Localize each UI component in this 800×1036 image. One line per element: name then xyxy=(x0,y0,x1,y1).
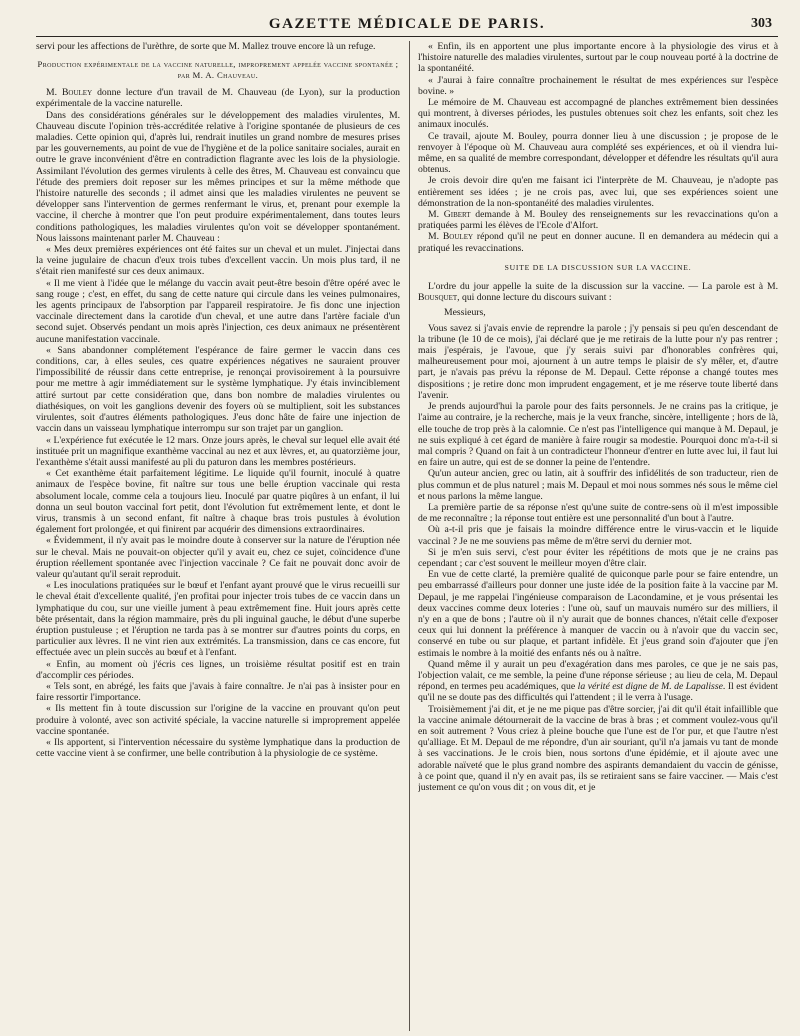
paragraph: Vous savez si j'avais envie de reprendre la parole ; j'y pensais si peu qu'en descendant de la tribune (le 10 de ce mois), j'ai déclaré que je me retirais de la lutte pour n'y pas rentrer ; mais j'espérais, je l'avoue, que j'y serais suivi par d'honorables confrères qui, malheureusement pour moi, ajournent à un autre temps le plaisir de s'y mêler, et, d'autre part, je n'avais pas prévu la réponse de M. Depaul. Cette réponse a changé toutes mes dispositions ; je retire donc mon imprudent engagement, et je me réserve toute liberté dans l'avenir. xyxy=(418,322,778,401)
paragraph: Je crois devoir dire qu'en me faisant ici l'interprète de M. Chauveau, je n'adopte pas entièrement ses idées ; je ne crois pas, avec lui, que ses expériences soient une démonstration de la non-spontanéité des maladies virulentes. xyxy=(418,175,778,209)
running-header xyxy=(36,16,778,37)
paragraph: « Enfin, ils en apportent une plus importante encore à la physiologie des virus et à l'histoire naturelle des maladies virulentes, surtout par le coup nouveau porté à la doctrine de la spontanéité. xyxy=(418,41,778,75)
paragraph: « Ils mettent fin à toute discussion sur l'origine de la vaccine en prouvant qu'on peut produire à volonté, avec son activité spéciale, la vaccine naturelle si improprement appelée vaccine spontanée. xyxy=(36,703,400,737)
paragraph: « L'expérience fut exécutée le 12 mars. Onze jours après, le cheval sur lequel elle avait été instituée prit un magnifique exanthème vaccinal au nez et aux lèvres, et, au quatorzième jour, l'exanthème s'était aussi manifesté au pli du paturon dans les membres postérieurs. xyxy=(36,434,400,468)
paragraph xyxy=(418,281,778,303)
paragraph: Si je m'en suis servi, c'est pour éviter les répétitions de mots que je ne crains pas cependant ; car c'est souvent le meilleur moyen d'être clair. xyxy=(418,546,778,569)
paragraph: « Les inoculations pratiquées sur le bœuf et l'enfant ayant prouvé que le virus recueilli sur le cheval était d'excellente qualité, j'en profitai pour injecter trois tubes de ce vaccin dans un lymphatique du cou, sur une vieille jument à peau extrêmement fine. Huit jours après cette bête présentait, dans la région mammaire, près du pli inguinal gauche, le début d'une superbe éruption pustuleuse ; et l'éruption ne tarda pas à se montrer sur d'autres points du corps, en particulier aux lèvres. Il ne vint rien aux extrémités. La transmission, dans ce cas encore, fut effectuée avec un plein succès au bœuf et à l'enfant. xyxy=(36,580,400,659)
paragraph: Je prends aujourd'hui la parole pour des faits personnels. Je ne crains pas la critique, je l'aime au contraire, je la recherche, mais je la veux franche, sincère, intelligente ; hors de là, elle touche de trop près à la calomnie. Ce n'est pas l'intelligence qui manque à M. Depaul, je ne suis expliqué à cet égard de manière à faire rougir sa modestie. Pourquoi donc m'a-t-il si mal compris ? Quand on fait à un contradicteur l'honneur d'entrer en lutte avec lui, il faut lui en faire un autre, qui est de se donner la peine de l'entendre. xyxy=(418,401,778,469)
paragraph: « J'aurai à faire connaître prochainement le résultat de mes expériences sur l'espèce bovine. » xyxy=(418,74,778,97)
two-column-body xyxy=(36,41,778,1031)
paragraph xyxy=(418,209,778,231)
paragraph-text: répond qu'il ne peut en donner aucune. Il en demandera au médecin qui a pratiqué les revaccinations. xyxy=(418,231,778,254)
paragraph-text: , qui donne lecture du discours suivant : xyxy=(457,292,612,304)
paragraph: En vue de cette clarté, la première qualité de quiconque parle pour se faire entendre, un peu embarrassé d'ailleurs pour donner une juste idée de la position faite à la vaccine par M. Depaul, je me rappelai l'ingénieuse comparaison de Lacondamine, et je vous présentai les deux vaccines comme deux loteries : l'une où, sauf un mauvais numéro sur des milliers, il n'y en a que de bons ; l'autre où il n'y aurait que de bonnes chances, n'était celle d'exposer ceux qui lui donnent la préférence à manquer de vaccin ou à n'avoir que du vaccin sec, conservé en tube ou sur plaque, et partant infidèle. Et j'eus grand soin d'ajouter que j'en estimais le nombre à la moitié des enfants nés ou à naître. xyxy=(418,569,778,659)
paragraph: « Il me vient à l'idée que le mélange du vaccin avait peut-être besoin d'être opéré avec le sang rouge ; c'est, en effet, du sang de cette nature qui circule dans les veines pulmonaires, les agents principaux de l'absorption par l'appareil respiratoire. Je fis donc une injection vaccinale directement dans la carotide d'un cheval, et une autre dans l'artère faciale d'un second sujet. Observés pendant un mois après l'injection, ces deux animaux ne présentèrent aucune manifestation vaccinale. xyxy=(36,277,400,345)
paragraph: « Enfin, au moment où j'écris ces lignes, un troisième résultat positif est en train d'accomplir ces périodes. xyxy=(36,658,400,681)
speaker-name: M. Bousquet xyxy=(418,281,778,304)
paragraph: « Cet exanthème était parfaitement légitime. Le liquide qu'il fournit, inoculé à quatre animaux de l'espèce bovine, fit naître sur tous une belle éruption vaccinale qui resta absolument locale, comme cela a toujours lieu. Inoculé par quatre piqûres à un enfant, il lui donna un seul bouton vaccinal fort petit, dont l'évolution fut extrêmement lente, et dont le virus, transmis à un second enfant, fit naître à chaque bras trois pustules à évolution également fort prolongée, et qui finirent par acquérir des dimensions extraordinaires. xyxy=(36,468,400,536)
paragraph: Troisièmement j'ai dit, et je ne me pique pas d'être sorcier, j'ai dit qu'il était infaillible que la vaccine animale détournerait de la vaccine de bras à bras ; et comment voulez-vous qu'il en soit autrement ? Vous criez à pleine bouche que l'une est de l'or pur, et que l'autre n'est qu'alliage. Et M. Depaul de me répondre, d'un air souriant, qu'il n'a jamais vu tant de monde à ses vaccinations. Je le crois bien, nous sortons d'une épidémie, et il ajoute avec une adorable naïveté que le plus grand nombre des aspirants demandaient du vaccin de génisse, à ce point que, quand il n'y en avait pas, ils se retiraient sans se faire vacciner. — Mais c'est justement ce qu'on vous dit ; on vous dit, et je xyxy=(418,703,778,793)
page-number: 303 xyxy=(751,16,772,31)
paragraph: « Sans abandonner complétement l'espérance de faire germer le vaccin dans ces conditions, car, à elles seules, ces quatre expériences négatives ne sauraient prouver l'impossibilité de réussir dans cette entreprise, je renonçai provisoirement à la poursuivre pour me mettre à agir immédiatement sur le système lymphatique. J'y étais invinciblement attiré surtout par cette considération que, dans bon nombre de maladies virulentes ou diathésiques, on voit les ganglions devenir des foyers où se multiplient, soit les substances virulentes, soit d'autres éléments pathologiques. J'eus donc hâte de faire une injection de vaccin dans un vaisseau lymphatique interrompu sur son trajet par un ganglion. xyxy=(36,344,400,435)
paragraph-text: donne lecture d'un travail de M. Chauveau (de Lyon), sur la production expérimentale de la vaccine naturelle. xyxy=(36,87,400,110)
speaker-name: M. Bouley xyxy=(46,87,93,99)
paragraph xyxy=(418,231,778,253)
paragraph: La première partie de sa réponse n'est qu'une suite de contre-sens où il m'est impossible de me reconnaître ; la réponse tout entière est une personnalité d'un bout à l'autre. xyxy=(418,501,778,525)
paragraph: Le mémoire de M. Chauveau est accompagné de planches extrêmement bien dessinées qui montrent, à diverses périodes, les pustules obtenues soit chez les enfants, soit chez les animaux inoculés. xyxy=(418,97,778,131)
section-heading: Production expérimentale de la vaccine naturelle, improprement appelée vaccine spontanée ; par M. A. Chauveau. xyxy=(37,59,399,81)
italic-quote: la vérité est digne de M. de Lapalisse xyxy=(577,681,723,693)
paragraph-text: demande à M. Bouley des renseignements sur les revaccinations qu'on a pratiquées parmi les élèves de l'Ecole d'Alfort. xyxy=(418,209,778,232)
column-divider xyxy=(409,41,410,1031)
paragraph-text: . Il est évident qu'il ne se doute pas des difficultés qui l'attendent ; il le verra à l'usage. xyxy=(418,681,778,704)
salutation: Messieurs, xyxy=(444,307,486,319)
speaker-name: M. Bouley xyxy=(428,231,474,243)
paragraph: Qu'un auteur ancien, grec ou latin, ait à souffrir des infidélités de son traducteur, rien de plus commun et de plus naturel ; mais M. Depaul et moi nous sommes nés sous le même ciel et nous parlons la même langue. xyxy=(418,468,778,502)
paragraph: « Tels sont, en abrégé, les faits que j'avais à faire connaître. Je n'ai pas à insister pour en faire ressortir l'importance. xyxy=(36,680,400,704)
paragraph: servi pour les affections de l'urèthre, de sorte que M. Mallez trouve encore là un refuge. xyxy=(36,41,376,52)
paragraph xyxy=(36,87,400,109)
paragraph: Ce travail, ajoute M. Bouley, pourra donner lieu à une discussion ; je propose de le renvoyer à l'époque où M. Chauveau aura complété ses expériences, et où il viendra lui-même, en sa qualité de membre correspondant, développer et défendre les résultats qu'il aura obtenus. xyxy=(418,130,778,176)
paragraph: « Évidemment, il n'y avait pas le moindre doute à conserver sur la nature de l'éruption née sur le cheval. Mais ne pouvait-on objecter qu'il y avait eu, chez ce sujet, coïncidence d'une éruption réellement spontanée avec l'injection vaccinale ? Ce fait ne pouvait donc avoir de valeur qu'autant qu'il serait reproduit. xyxy=(36,535,400,580)
paragraph xyxy=(418,659,778,704)
paragraph: « Mes deux premières expériences ont été faites sur un cheval et un mulet. J'injectai dans la veine jugulaire de chacun d'eux trois tubes d'excellent vaccin. Un mois plus tard, il ne s'était rien manifesté sur ces deux animaux. xyxy=(36,244,400,278)
paragraph-text: Quand même il y aurait un peu d'exagération dans mes paroles, ce que je ne sais pas, l'objection valait, ce me semble, la peine d'une réponse sérieuse ; au lieu de cela, M. Depaul répond, en termes peu académiques, que xyxy=(418,658,778,693)
left-column xyxy=(36,41,400,1031)
paragraph: « Ils apportent, si l'intervention nécessaire du système lymphatique dans la production de cette vaccine vient à se confirmer, une belle contribution à la physiologie de ce système. xyxy=(36,736,400,760)
paragraph: Où a-t-il pris que je faisais la moindre différence entre le virus-vaccin et le liquide vaccinal ? Je ne me souviens pas même de m'être servi du dernier mot. xyxy=(418,524,778,547)
speaker-name: M. Gibert xyxy=(428,209,471,221)
paragraph-text: L'ordre du jour appelle la suite de la discussion sur la vaccine. — La parole est à xyxy=(428,281,767,293)
right-column xyxy=(418,41,778,1031)
section-subheading: SUITE DE LA DISCUSSION SUR LA VACCINE. xyxy=(504,262,692,272)
journal-title: GAZETTE MÉDICALE DE PARIS. xyxy=(268,16,546,32)
paragraph: Dans des considérations générales sur le développement des maladies virulentes, M. Chauveau discute l'opinion très-accréditée relative à l'origine spontanée de plusieurs de ces maladies. Cette opinion qui, d'après lui, rendrait inutiles un grand nombre de mesures prises par les gouvernements, au point de vue de l'hygiène et de la police sanitaire sociales, aurait en outre le grave inconvénient d'être en contradiction flagrante avec les lois de la physiologie. Assimilant l'évolution des germes virulents à celle des êtres, M. Chauveau est convaincu que l'étude des premiers doit reposer sur les mêmes principes et sur la même méthode que l'histoire naturelle des seconds ; il admet ainsi que les maladies virulentes ne peuvent se développer sans l'intervention de germes renfermant le virus, et, prenant pour exemple la vaccine, il cherche à montrer que l'on peut produire expérimentalement, dans toutes leurs conditions pathologiques, les maladies virulentes qu'on voit se développer spontanément. Nous laissons maintenant parler M. Chauveau : xyxy=(36,109,400,244)
